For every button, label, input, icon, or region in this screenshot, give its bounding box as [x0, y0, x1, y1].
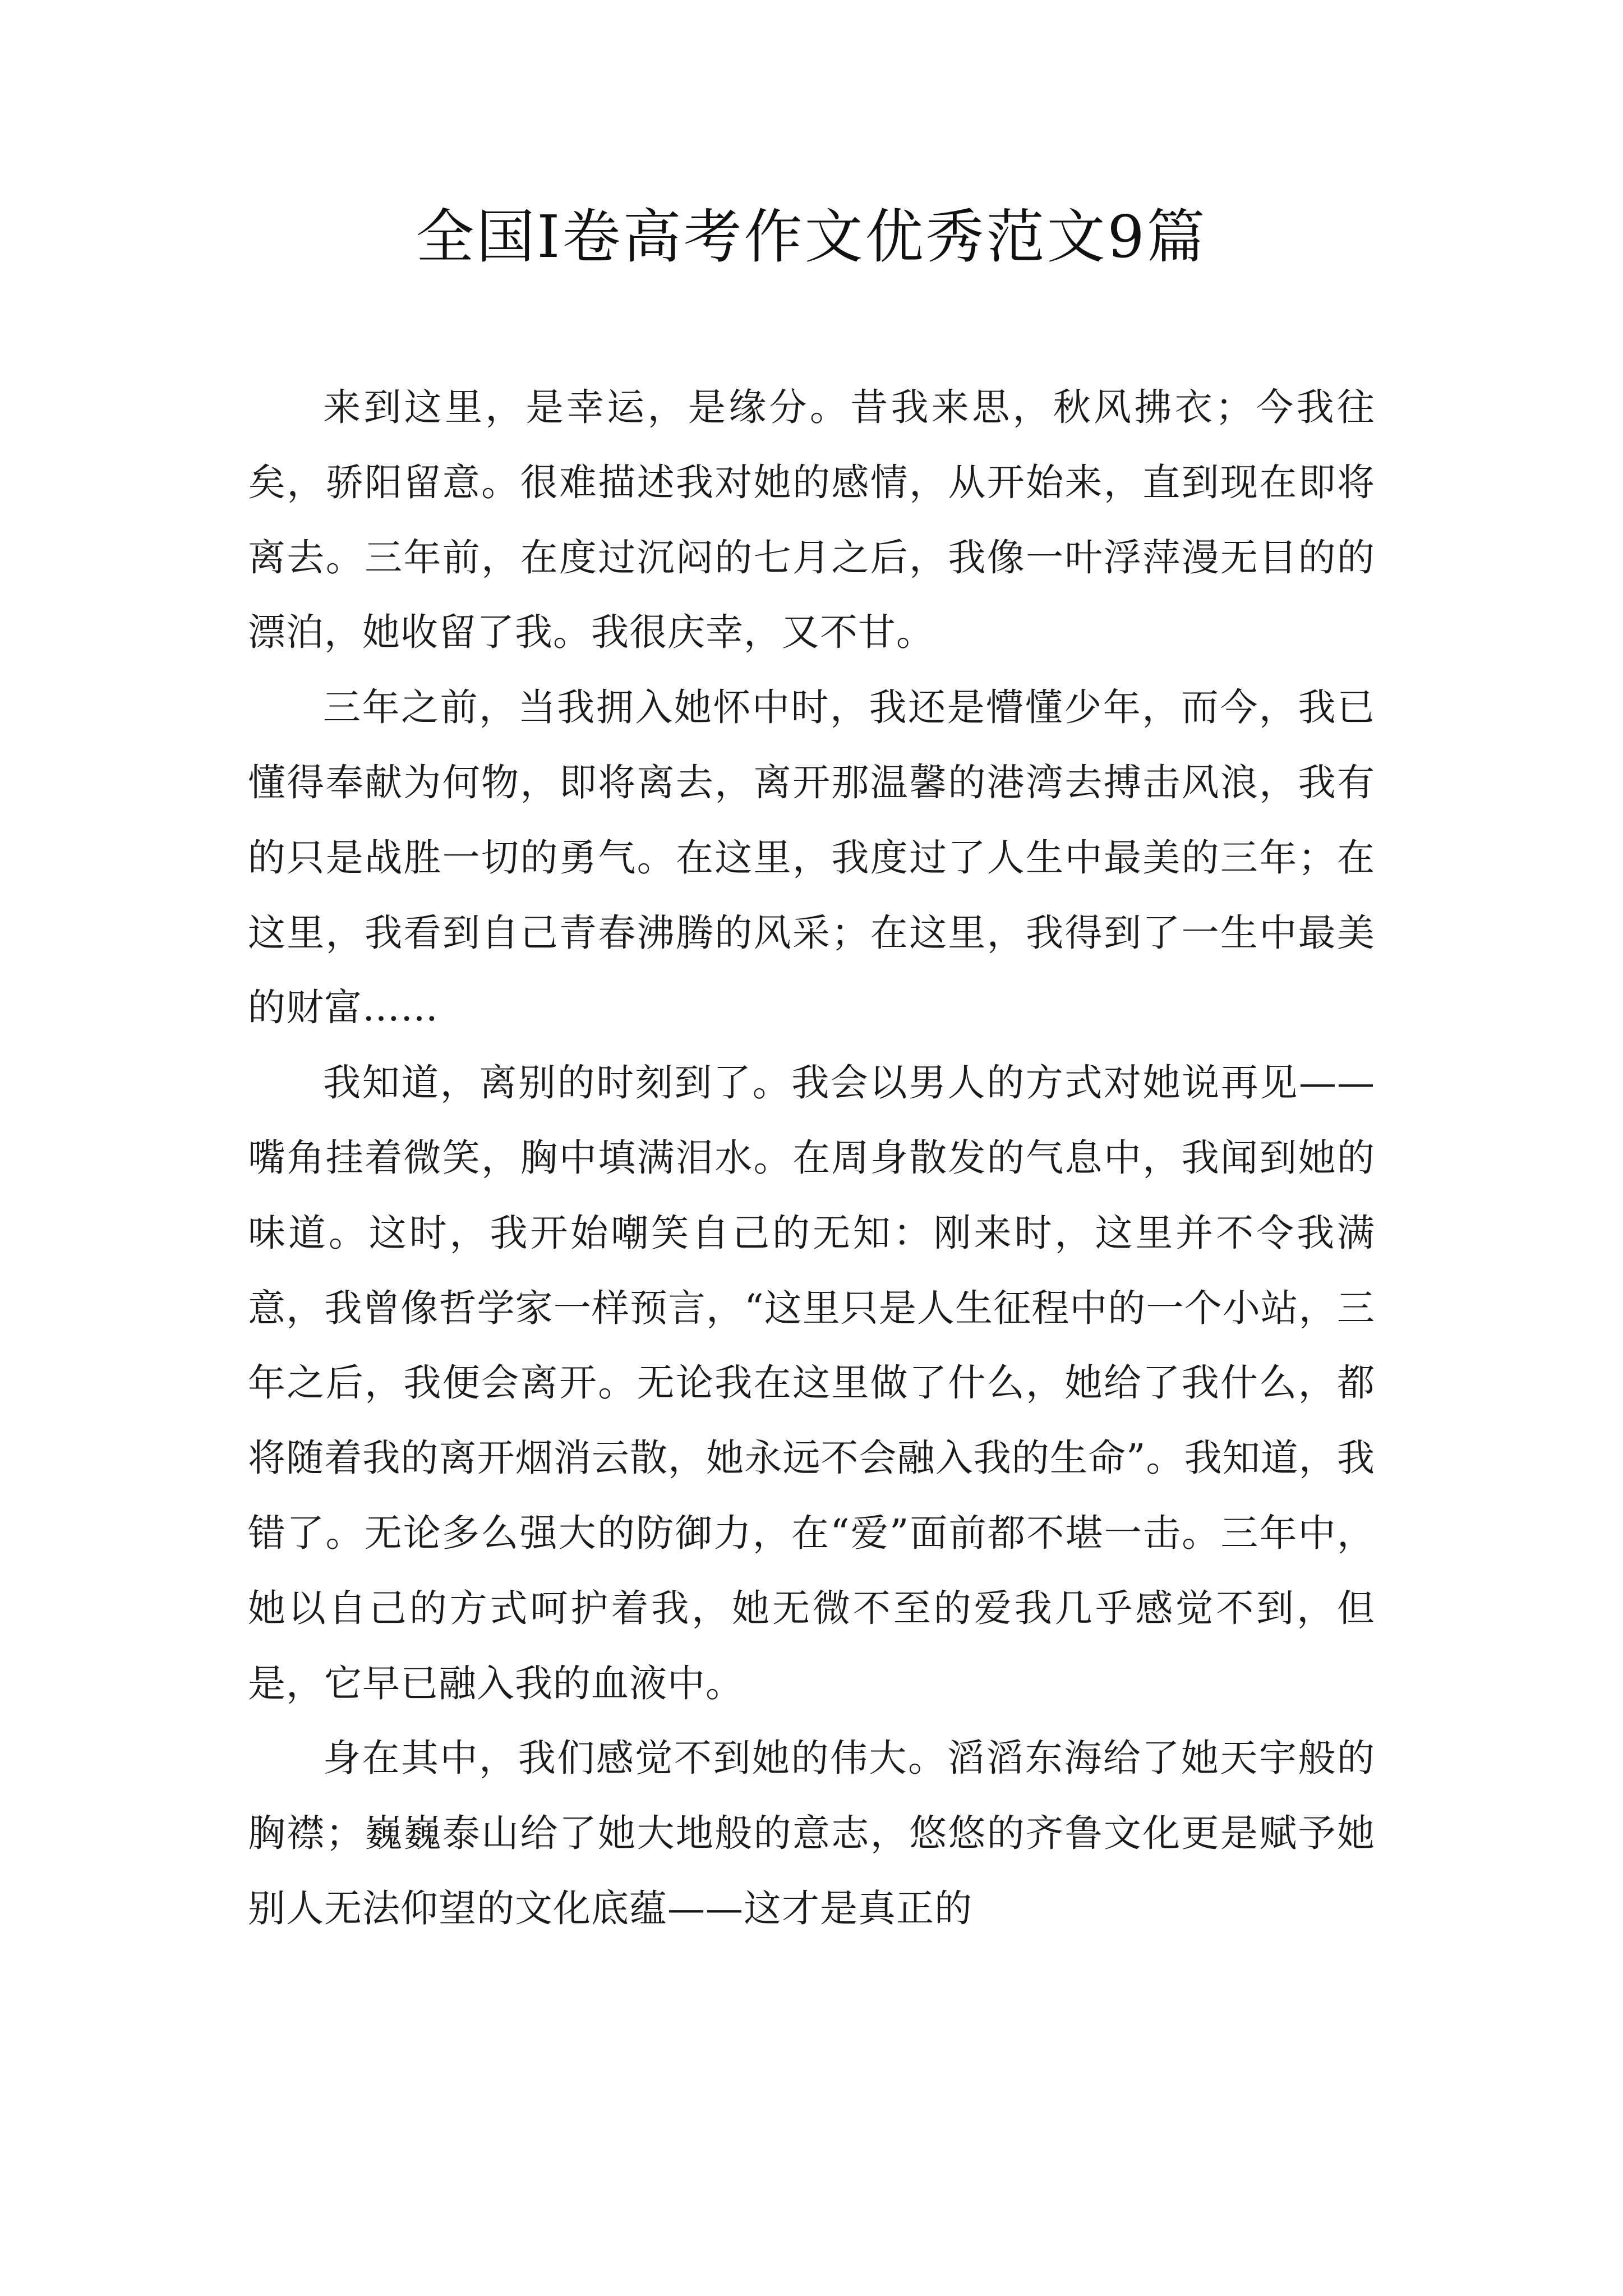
paragraph-3: 我知道，离别的时刻到了。我会以男人的方式对她说再见——嘴角挂着微笑，胸中填满泪水。在周身散发的气息中，我闻到她的味道。这时，我开始嘲笑自己的无知：刚来时，这里并不令我满意，我曾像哲学家一样预言，“这里只是人生征程中的一个小站，三年之后，我便会离开。无论我在这里做了什么，她给了我什么，都将随着我的离开烟消云散，她永远不会融入我的生命”。我知道，我错了。无论多么强大的防御力，在“爱”面前都不堪一击。三年中，她以自己的方式呵护着我，她无微不至的爱我几乎感觉不到，但是，它早已融入我的血液中。: [248, 1061, 1375, 1705]
paragraph-4: 身在其中，我们感觉不到她的伟大。滔滔东海给了她天宇般的胸襟；巍巍泰山给了她大地般的意志，悠悠的齐鲁文化更是赋予她别人无法仰望的文化底蕴——这才是真正的: [248, 1736, 1375, 1930]
document-body: [248, 370, 1375, 1947]
paragraph-2: 三年之前，当我拥入她怀中时，我还是懵懂少年，而今，我已懂得奉献为何物，即将离去，离开那温馨的港湾去搏击风浪，我有的只是战胜一切的勇气。在这里，我度过了人生中最美的三年；在这里，我看到自己青春沸腾的风采；在这里，我得到了一生中最美的财富……: [248, 685, 1375, 1030]
paragraph-1: 来到这里，是幸运，是缘分。昔我来思，秋风拂衣；今我往矣，骄阳留意。很难描述我对她的感情，从开始来，直到现在即将离去。三年前，在度过沉闷的七月之后，我像一叶浮萍漫无目的的漂泊，她收留了我。我很庆幸，又不甘。: [248, 385, 1375, 655]
document-title: 全国Ⅰ卷高考作文优秀范文9篇: [416, 203, 1207, 271]
